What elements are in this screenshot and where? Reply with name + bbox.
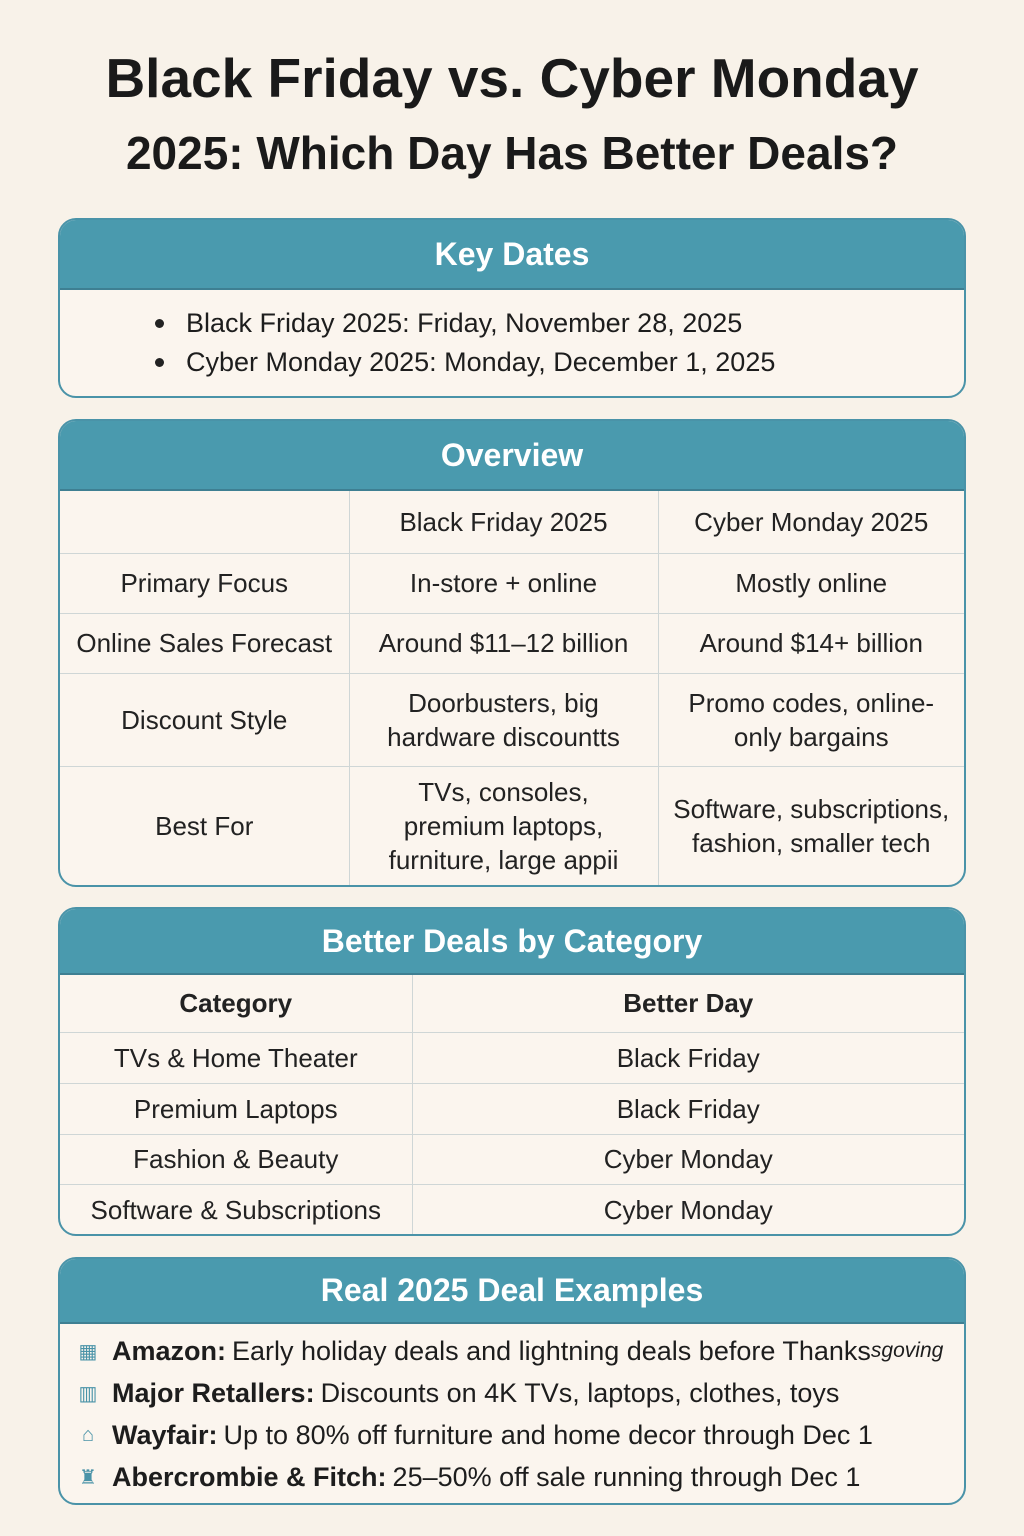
table-header-row <box>60 491 964 553</box>
row-label: Primary Focus <box>60 553 349 613</box>
header-cell: Category <box>179 988 293 1019</box>
table-row <box>60 613 964 673</box>
category-table <box>60 975 964 1236</box>
cell: Mostly online <box>658 553 964 613</box>
date-label: Black Friday 2025: <box>186 308 410 338</box>
cell: Around $14+ billion <box>658 613 964 673</box>
retailer-label: Wayfair: <box>112 1419 218 1450</box>
cell: Around $11–12 billion <box>349 613 658 673</box>
overview-card <box>58 419 966 887</box>
bullet-icon <box>155 358 164 367</box>
better-day-cell: Black Friday <box>412 1032 964 1083</box>
overview-table <box>60 491 964 886</box>
cell: Doorbusters, big hardware discountts <box>349 673 658 766</box>
cell: Promo codes, online-only bargains <box>658 673 964 766</box>
table-row <box>60 1032 964 1083</box>
header-cell <box>60 491 349 553</box>
example-text: Up to 80% off furniture and home decor through Dec 1 <box>223 1419 873 1450</box>
header-cell: Better Day <box>412 975 964 1032</box>
category-cell: Fashion & Beauty <box>60 1134 412 1184</box>
row-label: Online Sales Forecast <box>60 613 349 673</box>
category-cell: Premium Laptops <box>60 1083 412 1134</box>
table-row <box>60 673 964 766</box>
example-item <box>60 1330 964 1372</box>
table-row <box>60 1134 964 1184</box>
overview-heading: Overview <box>60 421 964 491</box>
example-text-tail: sgoving <box>870 1339 944 1362</box>
table-header-row <box>60 975 964 1032</box>
examples-card <box>58 1257 966 1505</box>
page-subtitle: 2025: Which Day Has Better Deals? <box>125 127 899 179</box>
retailer-label: Major Retallers: <box>112 1377 315 1408</box>
house-icon: ⌂ <box>81 1423 95 1446</box>
table-row <box>60 553 964 613</box>
better-day-cell: Cyber Monday <box>412 1134 964 1184</box>
retailer-label: Abercrombie & Fitch: <box>112 1461 387 1492</box>
table-row <box>60 766 964 886</box>
example-text: 25–50% off sale running through Dec 1 <box>392 1461 861 1492</box>
example-item <box>60 1372 964 1414</box>
key-dates-heading: Key Dates <box>60 220 964 290</box>
examples-heading: Real 2025 Deal Examples <box>60 1259 964 1324</box>
header-cell: Cyber Monday 2025 <box>658 491 964 553</box>
page-title: Black Friday vs. Cyber Monday <box>105 47 919 109</box>
date-item <box>60 343 964 382</box>
date-value: Monday, December 1, 2025 <box>444 347 776 377</box>
bullet-icon <box>155 319 164 328</box>
header-cell: Black Friday 2025 <box>349 491 658 553</box>
example-item <box>60 1414 964 1456</box>
category-cell: Software & Subscriptions <box>60 1184 412 1236</box>
key-dates-card <box>58 218 966 398</box>
example-text: Early holiday deals and lightning deals before Thanks <box>232 1335 871 1366</box>
row-label: Discount Style <box>60 673 349 766</box>
category-card <box>58 907 966 1236</box>
shirt-icon: ♜ <box>79 1466 97 1489</box>
date-label: Cyber Monday 2025: <box>186 347 437 377</box>
retailer-label: Amazon: <box>112 1335 226 1366</box>
calendar-icon: ▦ <box>78 1340 98 1363</box>
cell: In-store + online <box>349 553 658 613</box>
category-heading: Better Deals by Category <box>60 909 964 975</box>
table-row <box>60 1184 964 1236</box>
cell: Software, subscriptions, fashion, smaller tech <box>658 766 964 886</box>
date-value: Friday, November 28, 2025 <box>417 308 743 338</box>
cell: TVs, consoles, premium laptops, furniture, large appii <box>349 766 658 886</box>
table-row <box>60 1083 964 1134</box>
better-day-cell: Black Friday <box>412 1083 964 1134</box>
example-item <box>60 1456 964 1498</box>
date-item <box>60 304 964 343</box>
row-label: Best For <box>60 766 349 886</box>
category-cell: TVs & Home Theater <box>60 1032 412 1083</box>
better-day-cell: Cyber Monday <box>412 1184 964 1236</box>
example-text: Discounts on 4K TVs, laptops, clothes, toys <box>320 1377 840 1408</box>
bar-chart-icon: ▥ <box>78 1382 98 1405</box>
